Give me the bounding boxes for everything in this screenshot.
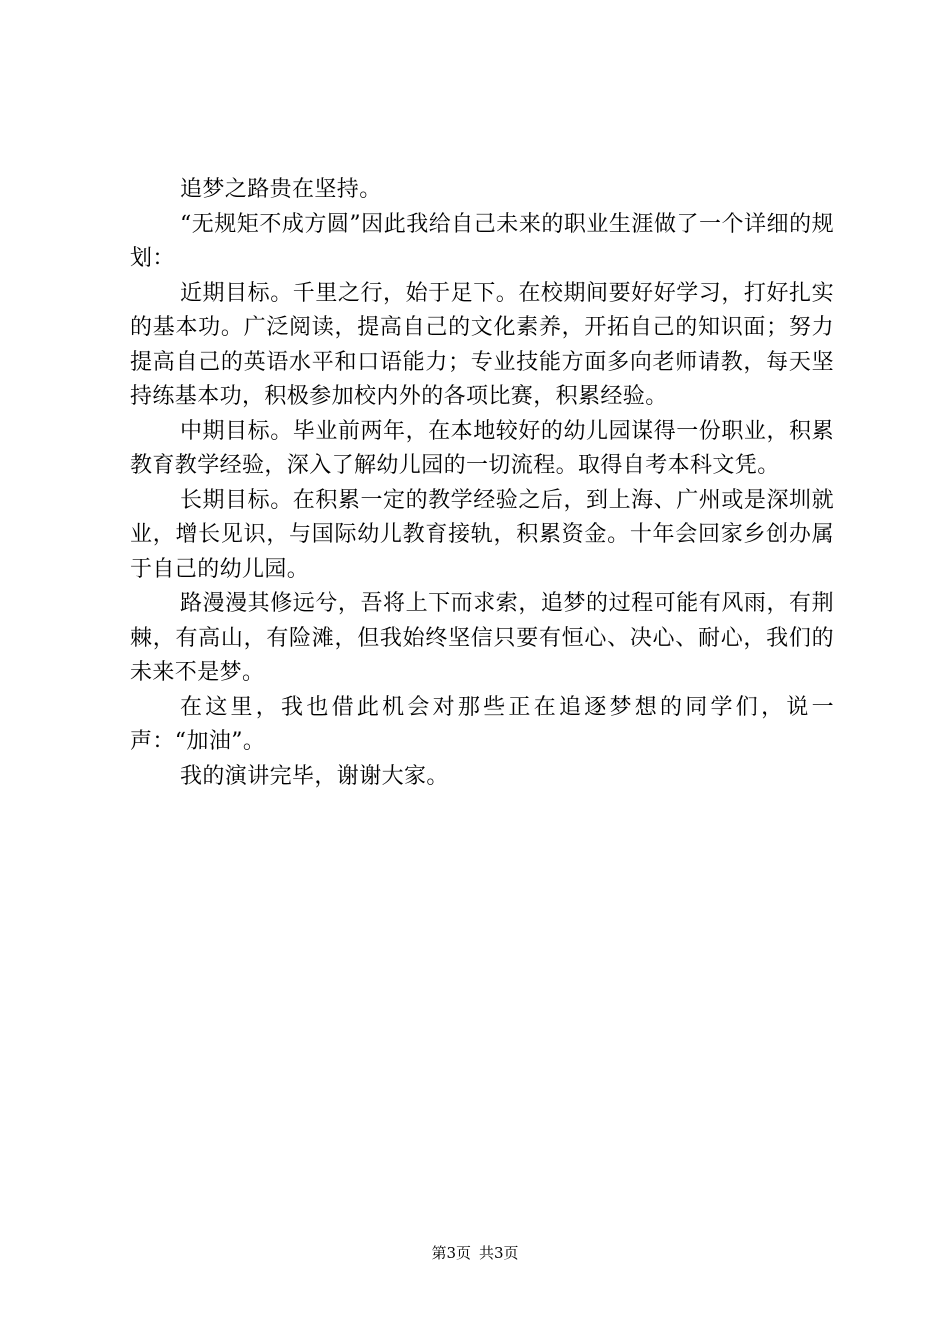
paragraph: “无规矩不成方圆”因此我给自己未来的职业生涯做了一个详细的规划： — [130, 211, 834, 271]
document-body — [130, 173, 834, 794]
page-number-current: 第3页 — [431, 1244, 471, 1262]
page-footer — [0, 1241, 950, 1265]
paragraph: 近期目标。千里之行，始于足下。在校期间要好好学习，打好扎实的基本功。广泛阅读，提高自己的文化素养，开拓自己的知识面；努力提高自己的英语水平和口语能力；专业技能方面多向老师请教，每天坚持练基本功，积极参加校内外的各项比赛，积累经验。 — [130, 280, 834, 409]
paragraph: 中期目标。毕业前两年，在本地较好的幼儿园谋得一份职业，积累教育教学经验，深入了解幼儿园的一切流程。取得自考本科文凭。 — [130, 418, 834, 478]
paragraph: 追梦之路贵在坚持。 — [180, 177, 382, 202]
paragraph: 在这里，我也借此机会对那些正在追逐梦想的同学们，说一声：“加油”。 — [130, 694, 834, 754]
paragraph: 我的演讲完毕，谢谢大家。 — [180, 763, 449, 789]
page-number-total: 共3页 — [479, 1244, 519, 1262]
paragraph: 长期目标。在积累一定的教学经验之后，到上海、广州或是深圳就业，增长见识，与国际幼儿教育接轨，积累资金。十年会回家乡创办属于自己的幼儿园。 — [130, 487, 834, 582]
paragraph: 路漫漫其修远兮，吾将上下而求索，追梦的过程可能有风雨，有荆棘，有高山，有险滩，但我始终坚信只要有恒心、决心、耐心，我们的未来不是梦。 — [130, 591, 834, 685]
